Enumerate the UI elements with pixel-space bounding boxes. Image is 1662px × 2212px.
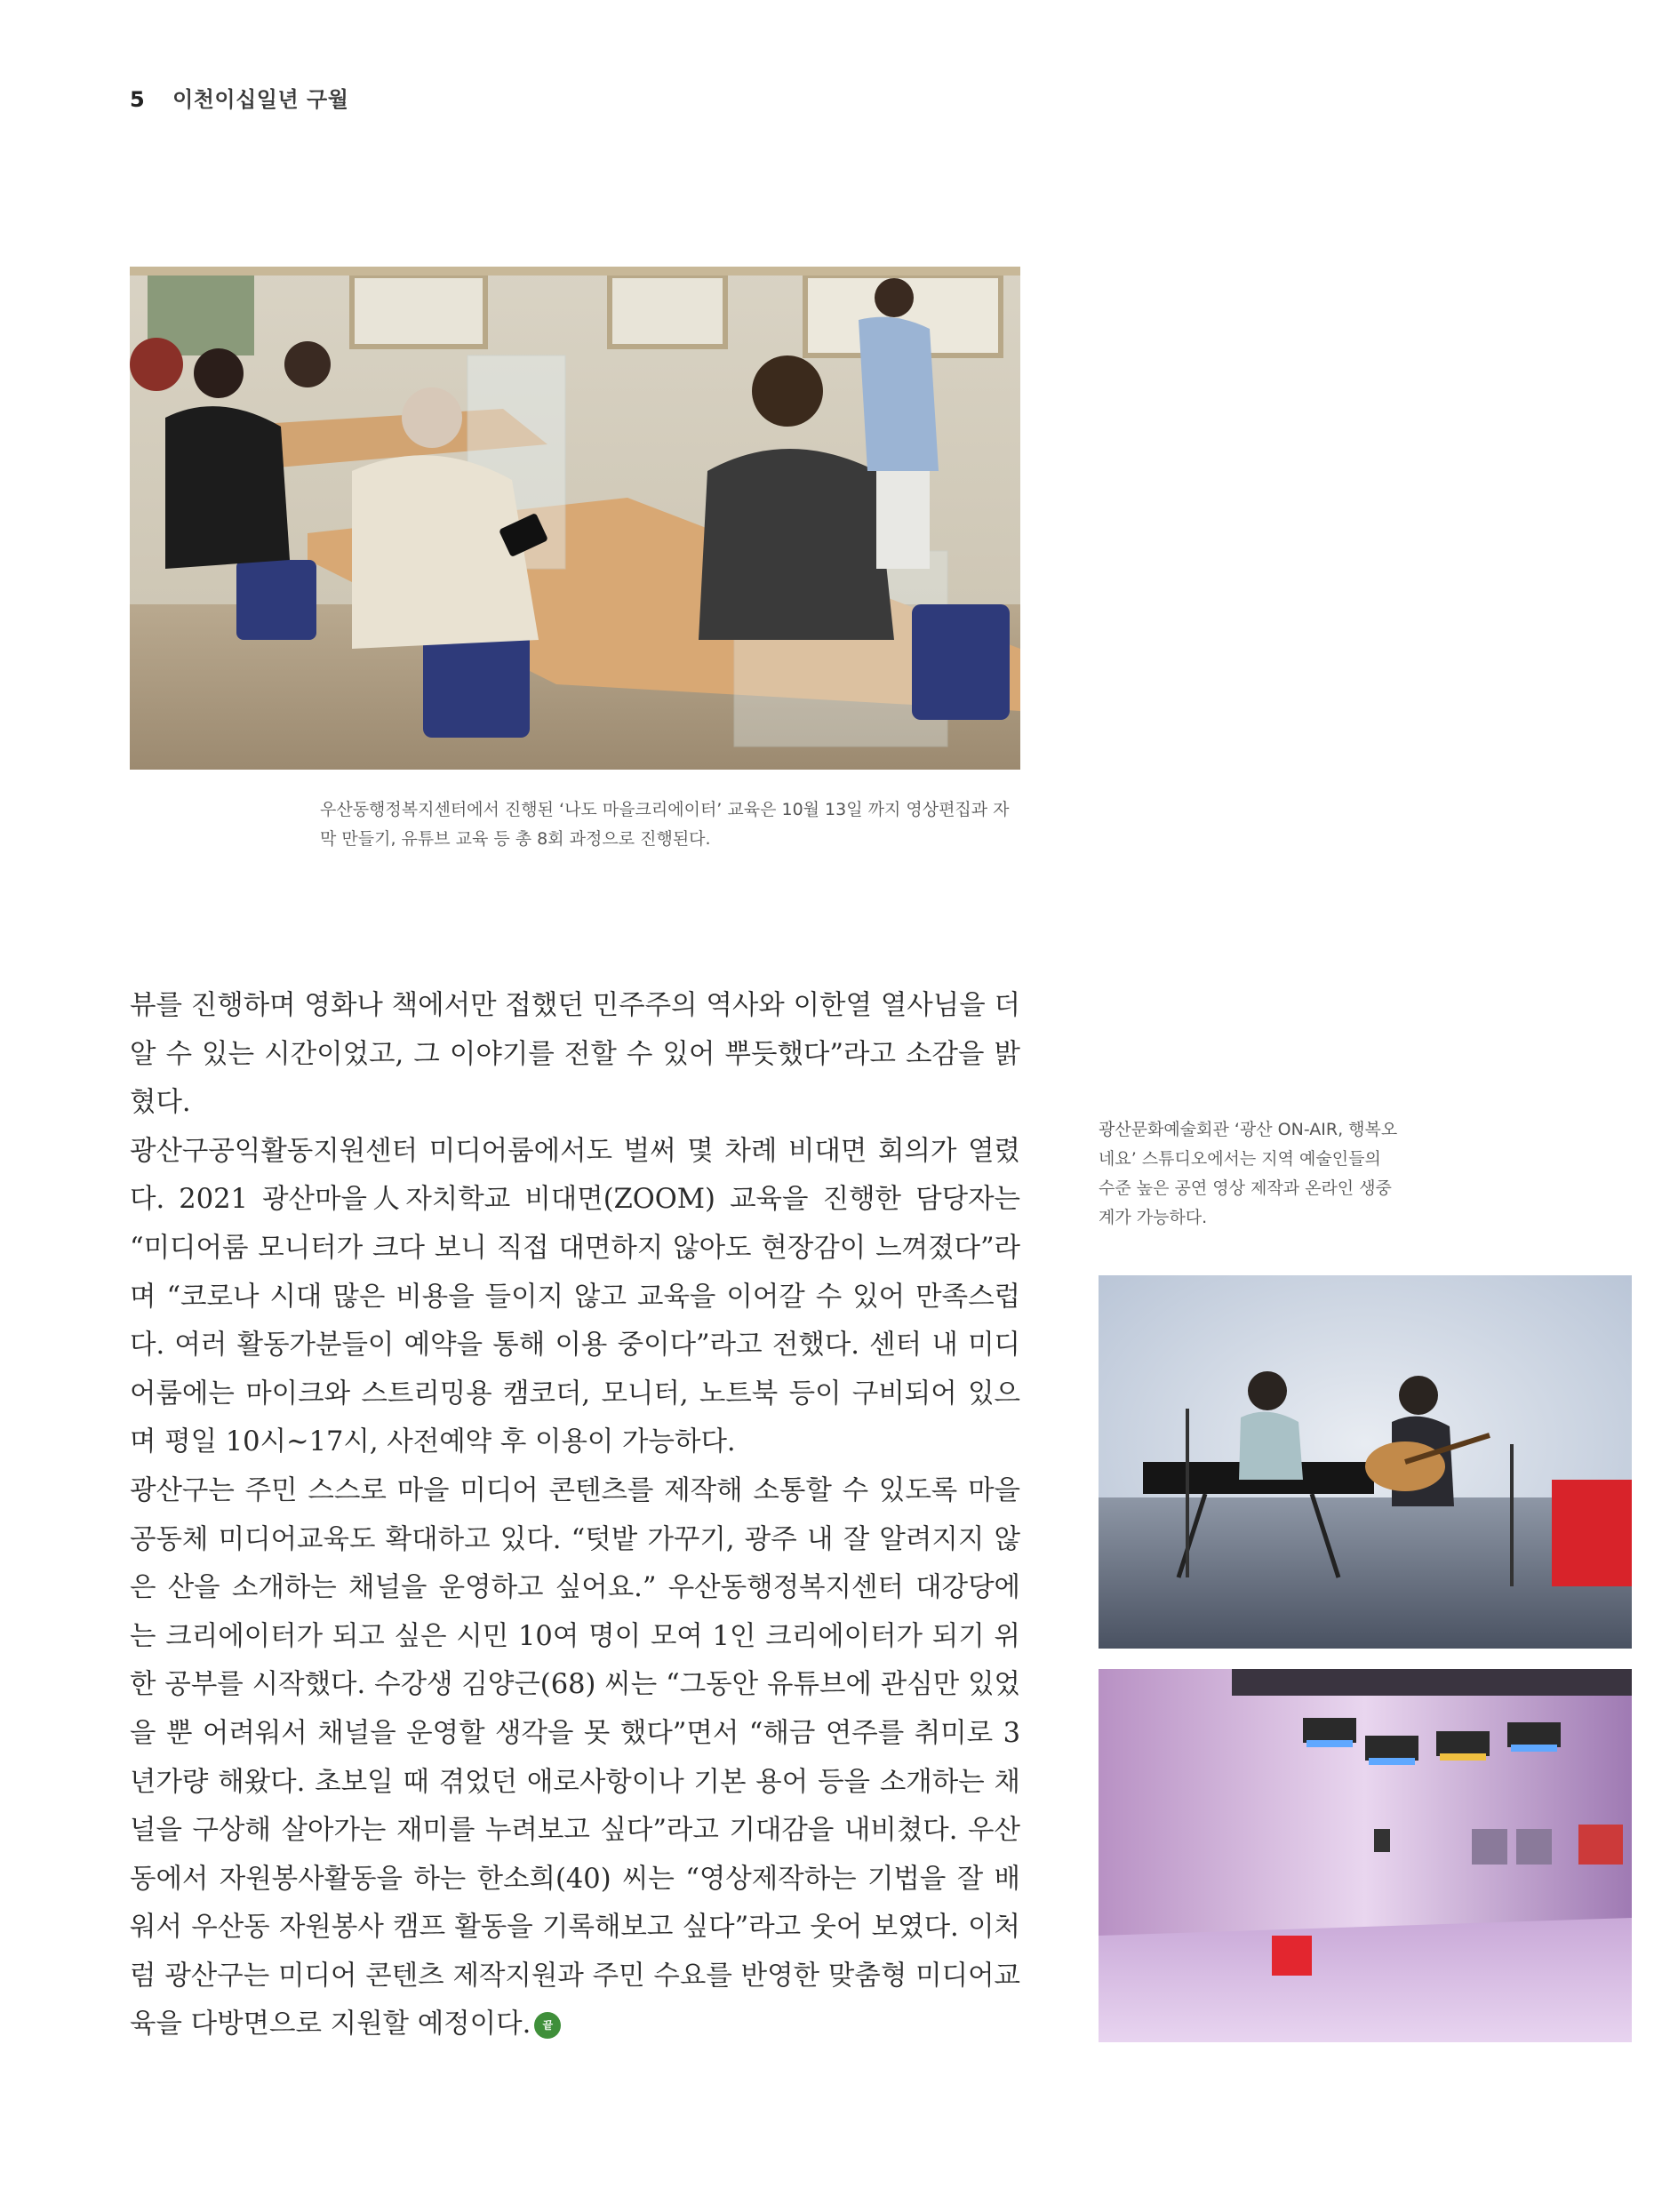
classroom-photo [130, 267, 1020, 770]
side-photo-caption: 광산문화예술회관 ‘광산 ON-AIR, 행복오네요’ 스튜디오에서는 지역 예술인들의 수준 높은 공연 영상 제작과 온라인 생중계가 가능하다. [1099, 1120, 1398, 1227]
article-paragraph [130, 1467, 1020, 2049]
studio-photo [1099, 1669, 1632, 2042]
article-paragraph: 광산구공익활동지원센터 미디어룸에서도 벌써 몇 차례 비대면 회의가 열렸다. 2021 광산마을人자치학교 비대면(ZOOM) 교육을 진행한 담당자는 “미디어룸 모니터가 크다 보니 직접 대면하지 않아도 현장감이 느껴졌다”라며 “코로나 시대 많은 비용을 들이지 않고 교육을 이어갈 수 있어 만족스럽다. 여러 활동가분들이 예약을 통해 이용 중이다”라고 전했다. 센터 내 미디어룸에는 마이크와 스트리밍용 캠코더, 모니터, 노트북 등이 구비되어 있으며 평일 10시~17시, 사전예약 후 이용이 가능하다. [130, 1135, 1020, 1458]
article-paragraph: 뷰를 진행하며 영화나 책에서만 접했던 민주주의 역사와 이한열 열사님을 더 알 수 있는 시간이었고, 그 이야기를 전할 수 있어 뿌듯했다”라고 소감을 밝혔다. [130, 990, 1020, 1119]
issue-date: 이천이십일년 구월 [172, 87, 349, 112]
page-number: 5 [130, 87, 146, 112]
article-paragraph-text: 광산구는 주민 스스로 마을 미디어 콘텐츠를 제작해 소통할 수 있도록 마을공동체 미디어교육도 확대하고 있다. “텃밭 가꾸기, 광주 내 잘 알려지지 않은 산을 소개하는 채널을 운영하고 싶어요.” 우산동행정복지센터 대강당에는 크리에이터가 되고 싶은 시민 10여 명이 모여 1인 크리에이터가 되기 위한 공부를 시작했다. 수강생 김양근(68) 씨는 “그동안 유튜브에 관심만 있었을 뿐 어려워서 채널을 운영할 생각을 못 했다”면서 “해금 연주를 취미로 3년가량 해왔다. 초보일 때 겪었던 애로사항이나 기본 용어 등을 소개하는 채널을 구상해 살아가는 재미를 누려보고 싶다”라고 기대감을 내비쳤다. 우산동에서 자원봉사활동을 하는 한소희(40) 씨는 “영상제작하는 기법을 잘 배워서 우산동 자원봉사 캠프 활동을 기록해보고 싶다”라고 웃어 보였다. 이처럼 광산구는 미디어 콘텐츠 제작지원과 주민 수요를 반영한 맞춤형 미디어교육을 다방면으로 지원할 예정이다. [130, 1474, 1020, 2040]
page-header [130, 82, 348, 113]
end-mark-icon: 끝 [534, 2012, 561, 2039]
concert-photo [1099, 1275, 1632, 1649]
article-body [130, 982, 1020, 2049]
main-photo-caption: 우산동행정복지센터에서 진행된 ‘나도 마을크리에이터’ 교육은 10월 13일 까지 영상편집과 자막 만들기, 유튜브 교육 등 총 8회 과정으로 진행된다. [320, 800, 1010, 849]
